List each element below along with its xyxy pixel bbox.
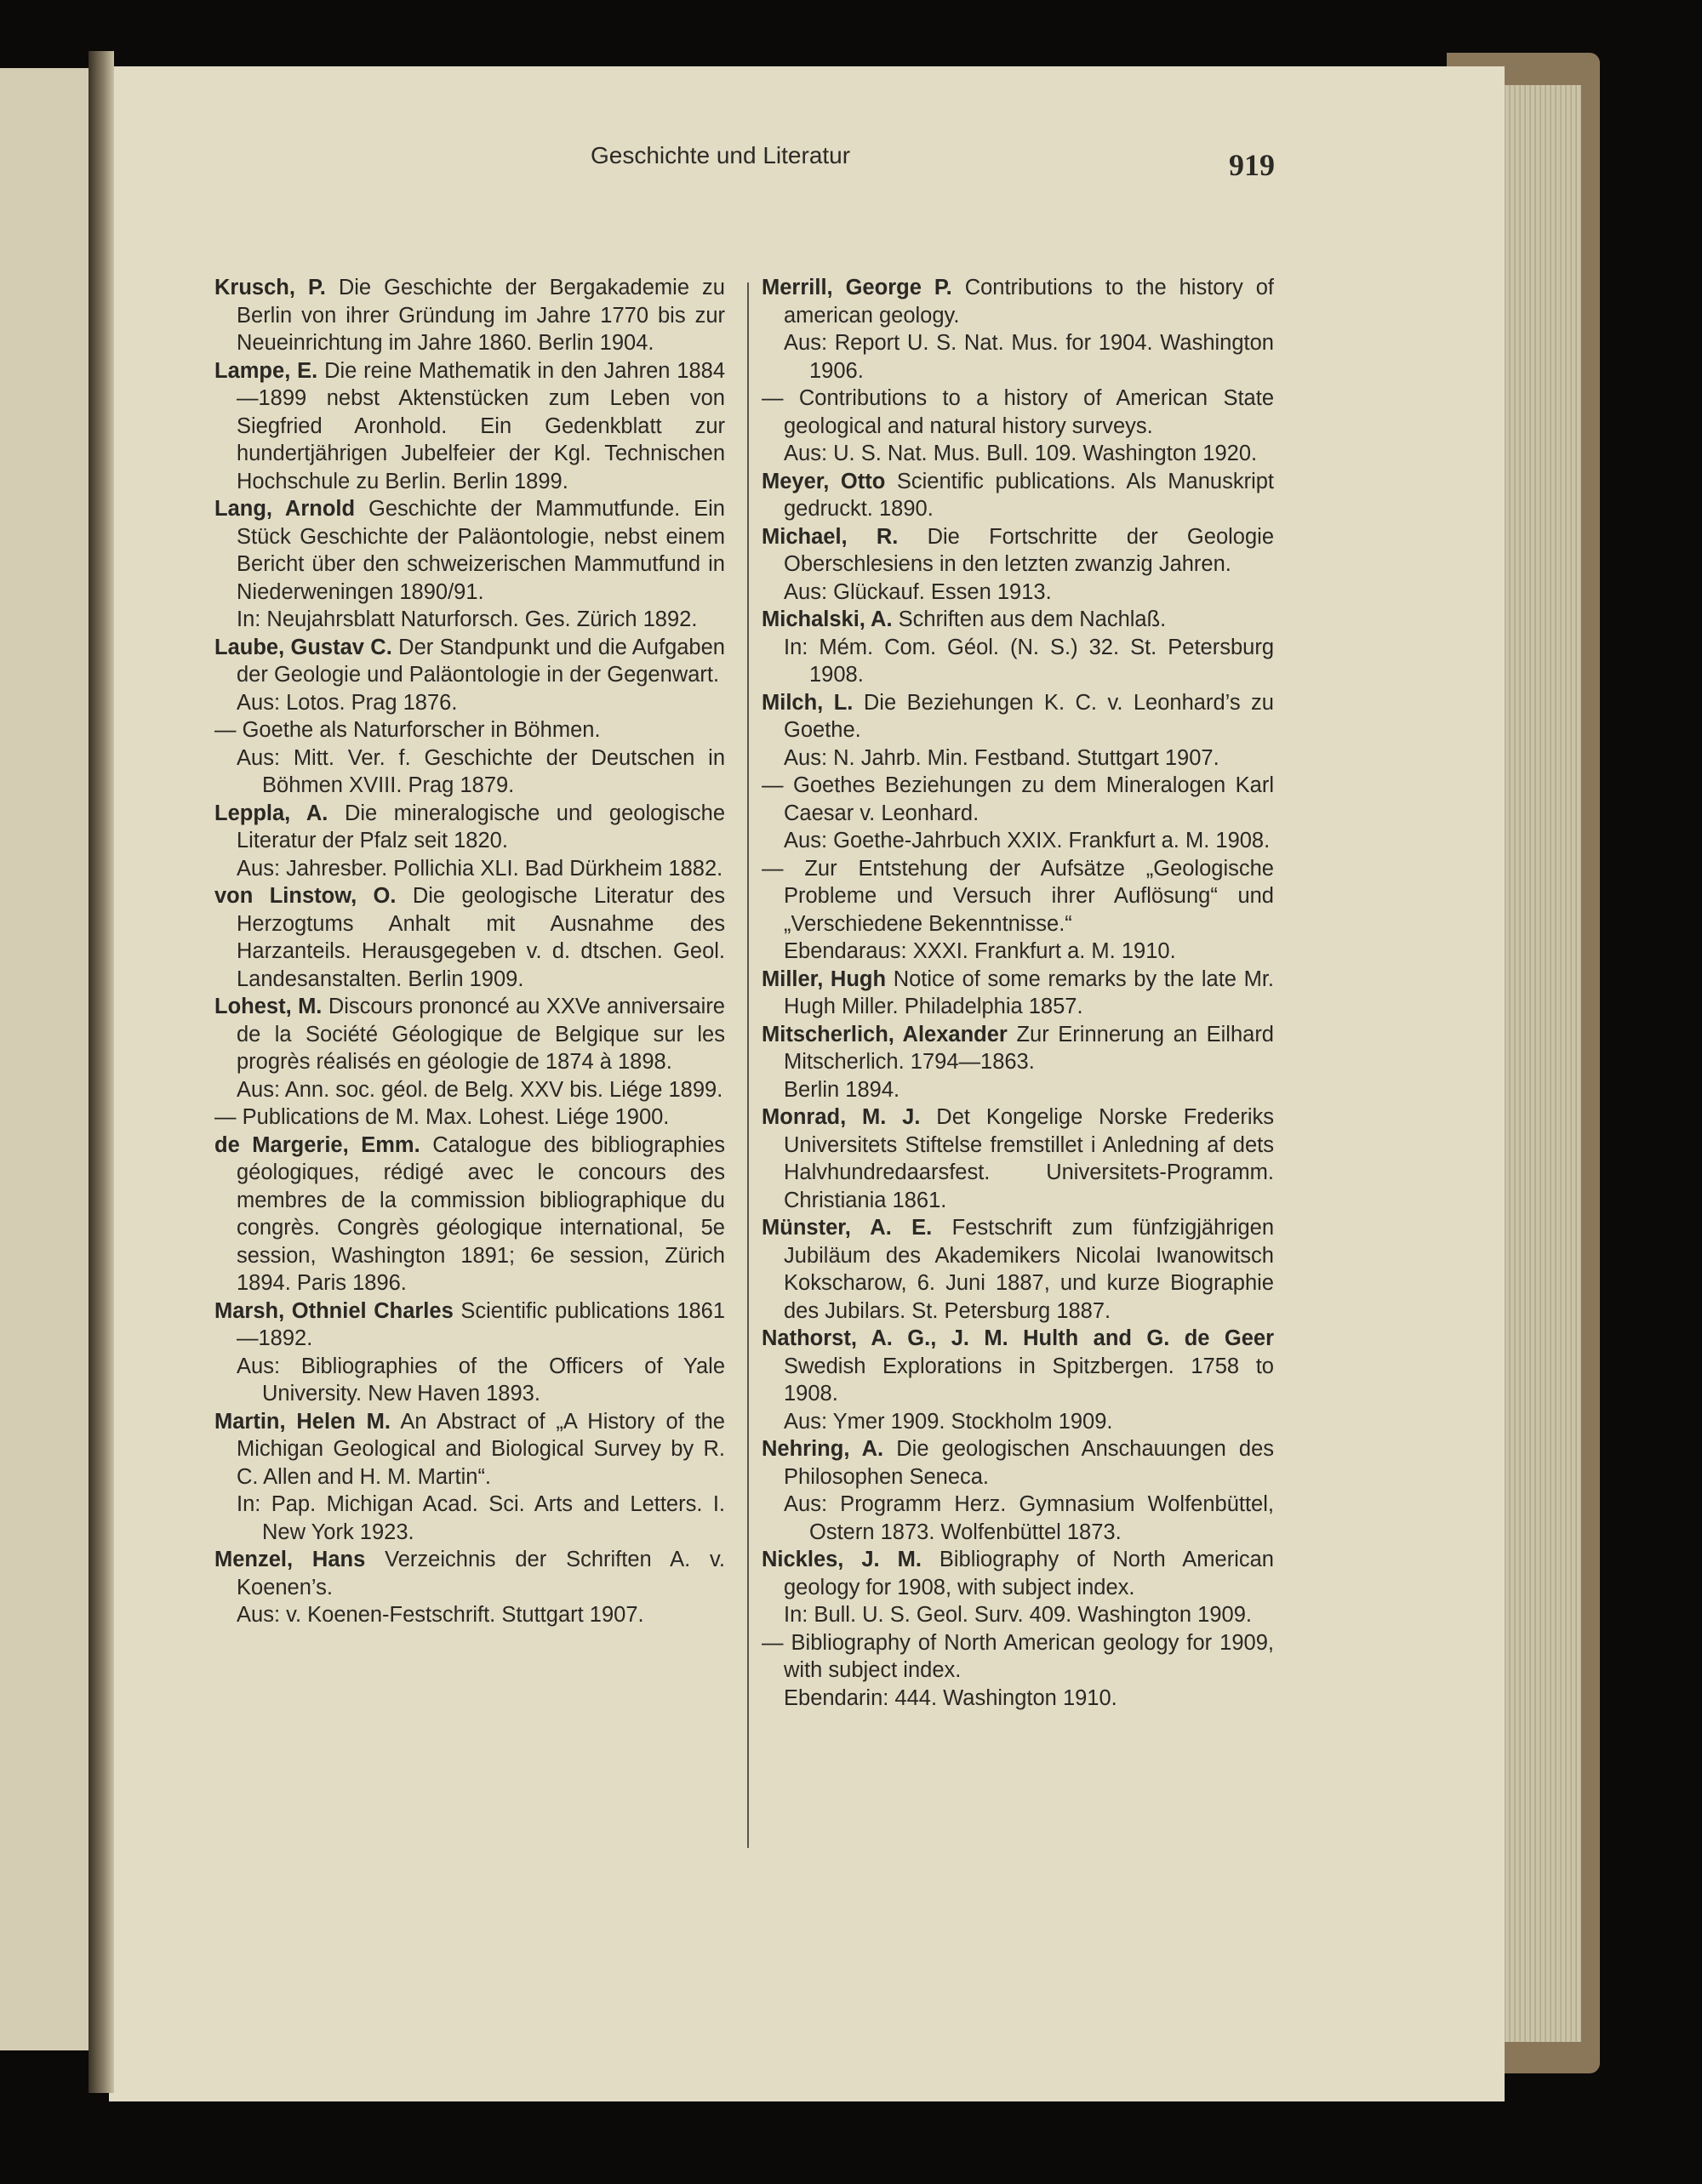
entry-author: Merrill, George P. [762,276,952,299]
entry-title: Contributions to the history of american geology. [784,276,1274,328]
previous-page-edge [0,68,100,2050]
entry-author: Nathorst, A. G., J. M. Hulth and G. de Geer [762,1326,1274,1350]
entry-title: Die reine Mathematik in den Jahren 1884—1899 nebst Aktenstücken zum Leben von Siegfried Aronhold. Ein Gedenkblatt zur hundertjährigen Jubelfeier der Kgl. Technischen Hochschule zu Berlin. Berlin 1899. [237,358,726,493]
entry-title: Schriften aus dem Nachlaß. [898,607,1167,631]
entry-source: Aus: Goethe-Jahrbuch XXIX. Frankfurt a. M. 1908. [784,829,1271,853]
bibliography-entry [762,606,1274,634]
entry-source: Aus: Ymer 1909. Stockholm 1909. [784,1409,1113,1434]
entry-title: Verzeichnis der Schriften A. v. Koenen’s. [237,1548,725,1600]
entry-author: Menzel, Hans [214,1548,366,1571]
entry-title: Catalogue des bibliographies géologiques, rédigé avec le concours des membres de la commission bibliographique du congrès. Congrès géologique international, 5e session, Washington 1891; 6e session, Zürich 1894. Paris 1896. [237,1132,726,1295]
entry-title: — Publications de M. Max. Lohest. Liége 1900. [214,1105,670,1129]
bibliography-entry [762,689,1274,744]
entry-source: Aus: v. Koenen-Festschrift. Stuttgart 1907. [237,1603,644,1627]
entry-title: Bibliography of North American geology for 1908, with subject index. [784,1548,1274,1600]
entry-author: Mitscherlich, Alexander [762,1022,1008,1046]
entry-author: Monrad, M. J. [762,1105,921,1129]
running-head [0,142,1702,193]
entry-title: Festschrift zum fünfzigjährigen Jubiläum des Akademikers Nicolai Iwanowitsch Kokscharow, 6. Juni 1887, und kurze Biographie des Jubilars. St. Petersburg 1887. [784,1216,1275,1323]
page-number: 919 [1229,148,1275,182]
bibliography-entry [762,772,1274,827]
entry-author: Krusch, P. [214,276,326,299]
bibliography-entry [214,634,725,689]
entry-author: Nehring, A. [762,1437,884,1461]
bibliography-entry [214,716,725,744]
entry-title: Die mineralogische und geologische Literatur der Pfalz seit 1820. [237,801,726,853]
entry-author: Münster, A. E. [762,1216,933,1240]
entry-author: Lang, Arnold [214,497,356,521]
bibliography-entry [214,800,725,855]
entry-title: Die geologische Literatur des Herzogtums Anhalt mit Ausnahme des Harzanteils. Herausgegeben v. d. dtschen. Geol. Landesanstalten. Berlin 1909. [237,884,725,991]
entry-title: — Contributions to a history of American State geological and natural history surveys. [762,386,1274,438]
entry-title: Scientific publications. Als Manuskript gedruckt. 1890. [784,469,1275,521]
entry-title: Die Geschichte der Bergakademie zu Berlin von ihrer Gründung im Jahre 1770 bis zur Neueinrichtung im Jahre 1860. Berlin 1904. [237,276,725,355]
entry-source: Aus: Bibliographies of the Officers of Yale University. New Haven 1893. [237,1354,725,1406]
bibliography-entry [762,523,1274,579]
entry-source: Aus: N. Jahrb. Min. Festband. Stuttgart 1907. [784,745,1219,770]
entry-title: Die Beziehungen K. C. v. Leonhard’s zu Goethe. [784,690,1274,742]
entry-source: Aus: Jahresber. Pollichia XLI. Bad Dürkheim 1882. [237,856,723,881]
running-head-title: Geschichte und Literatur [591,142,851,168]
entry-source: Aus: Lotos. Prag 1876. [237,690,458,715]
entry-source: Berlin 1894. [784,1077,900,1102]
bibliography-entry [214,357,725,496]
entry-author: Nickles, J. M. [762,1548,922,1571]
bibliography-entry [762,1629,1274,1685]
entry-source: In: Neujahrsblatt Naturforsch. Ges. Zürich 1892. [237,607,698,631]
entry-source: Aus: Ann. soc. géol. de Belg. XXV bis. Liége 1899. [237,1077,723,1102]
bibliography-entry [214,1132,725,1297]
entry-title: — Goethes Beziehungen zu dem Mineralogen Karl Caesar v. Leonhard. [762,773,1274,825]
bibliography-entry [762,1325,1274,1408]
entry-source: In: Pap. Michigan Acad. Sci. Arts and Letters. I. New York 1923. [237,1492,725,1544]
entry-title: — Zur Entstehung der Aufsätze „Geologische Probleme und Versuch ihrer Auflösung“ und „Verschiedene Bekenntnisse.“ [762,856,1274,936]
entry-title: Det Kongelige Norske Frederiks Universitets Stiftelse fremstillet i Anledning af dets Halvhundredaarsfest. Universitets-Programm. Christiania 1861. [784,1105,1274,1212]
entry-source: In: Bull. U. S. Geol. Surv. 409. Washington 1909. [784,1603,1252,1627]
bibliography-entry [762,855,1274,938]
entry-author: Leppla, A. [214,801,328,825]
bibliography-entry [762,385,1274,440]
bibliography-entry [762,1435,1274,1491]
bibliography-entry [762,1103,1274,1214]
entry-author: Marsh, Othniel Charles [214,1298,454,1323]
bibliography-entry [214,1546,725,1601]
entry-author: Michalski, A. [762,607,893,631]
entry-author: de Margerie, Emm. [214,1132,420,1157]
right-column [762,274,1274,1712]
entry-title: Discours prononcé au XXVe anniversaire de la Société Géologique de Belgique sur les progrès réalisés en géologie de 1874 à 1898. [237,995,725,1074]
bibliography-entry [214,993,725,1076]
entry-author: Meyer, Otto [762,469,886,493]
entry-source: Aus: Report U. S. Nat. Mus. for 1904. Washington 1906. [784,331,1274,383]
entry-author: Lampe, E. [214,358,318,383]
entry-title: Scientific publications 1861—1892. [237,1298,725,1350]
left-column [214,274,725,1629]
bibliography-entry [762,966,1274,1021]
entry-title: Zur Erinnerung an Eilhard Mitscherlich. 1794—1863. [784,1022,1274,1074]
entry-title: An Abstract of „A History of the Michigan Geological and Biological Survey by R. C. Allen and H. M. Martin“. [237,1409,725,1489]
entry-title: Notice of some remarks by the late Mr. Hugh Miller. Philadelphia 1857. [784,967,1274,1018]
entry-title: Geschichte der Mammutfunde. Ein Stück Geschichte der Paläontologie, nebst einem Bericht über den schweizerischen Mammutfund in Niederweningen 1890/91. [237,497,725,604]
entry-source: Ebendarin: 444. Washington 1910. [784,1685,1117,1710]
bibliography-entry [214,1103,725,1132]
entry-source: Aus: Mitt. Ver. f. Geschichte der Deutschen in Böhmen XVIII. Prag 1879. [237,745,725,797]
entry-author: Milch, L. [762,690,854,715]
page-stack-edges [1496,85,1581,2042]
column-divider [747,282,749,1848]
bibliography-entry [762,1021,1274,1076]
entry-author: von Linstow, O. [214,884,397,908]
bibliography-entry [762,1214,1274,1325]
entry-author: Miller, Hugh [762,967,887,991]
entry-title: Die geologischen Anschauungen des Philosophen Seneca. [784,1437,1275,1489]
entry-source: In: Mém. Com. Géol. (N. S.) 32. St. Petersburg 1908. [784,635,1274,687]
entry-title: Die Fortschritte der Geologie Oberschlesiens in den letzten zwanzig Jahren. [784,524,1274,576]
entry-title: Swedish Explorations in Spitzbergen. 1758 to 1908. [784,1354,1274,1406]
entry-author: Michael, R. [762,524,899,549]
entry-title: — Goethe als Naturforscher in Böhmen. [214,718,601,742]
entry-author: Laube, Gustav C. [214,635,392,659]
entry-source: Ebendaraus: XXXI. Frankfurt a. M. 1910. [784,939,1176,963]
bibliography-entry [214,1408,725,1491]
book-gutter [89,51,114,2093]
bibliography-entry [214,274,725,357]
bibliography-entry [762,468,1274,523]
bibliography-entry [214,882,725,993]
entry-title: Der Standpunkt und die Aufgaben der Geologie und Paläontologie in der Gegenwart. [237,635,725,687]
bibliography-entry [762,1546,1274,1601]
bibliography-entry [214,1297,725,1353]
bibliography-entry [214,495,725,606]
entry-source: Aus: Programm Herz. Gymnasium Wolfenbüttel, Ostern 1873. Wolfenbüttel 1873. [784,1492,1274,1544]
entry-title: — Bibliography of North American geology for 1909, with subject index. [762,1630,1274,1682]
bibliography-entry [762,274,1274,329]
entry-author: Martin, Helen M. [214,1409,391,1434]
entry-author: Lohest, M. [214,995,323,1018]
entry-source: Aus: Glückauf. Essen 1913. [784,579,1052,604]
entry-source: Aus: U. S. Nat. Mus. Bull. 109. Washington 1920. [784,442,1258,465]
